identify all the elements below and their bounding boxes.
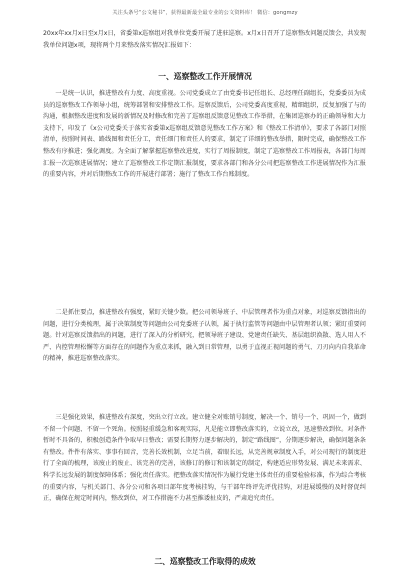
- body-paragraph-1: 一是统一认识，推进整改有力度、高度重视。公司党委成立了由党委书记任组长、总经理任副组长，党委委员为成员的巡察整改工作领导小组，统筹部署和安排整改工作。巡察反馈后，公司党委高度重视，精细组织，反复加强了与的沟通，根据整改进度和发展的新情况及时修改和完善了巡察组反馈意见整改工作举措，在集团巡察办的正确领导和大力支持下，印发了《x公司党委关于落实省委第x巡察组反馈意见整改工作方案》和《整改工作清单》，要求了各部门对照清单，按照时间表、路线图和责任分工，责任细门和责任人的要求，制定了详细的整改举措，限时完成，确保整改工作整改有序推进；强化调度。为全面了解掌握巡察整改进度，实行了周报制度，制定了巡察整改工作周报表，各部门每周汇报一次巡察进展情况；建立了巡察整改工作定期汇报制度，要求各部门和各分公司把巡察整改工作进展情况作为汇报的重要内容，并对后期整改工作的开展进行部署；施行了整改工作台账制度。: [43, 90, 366, 179]
- header-banner: 关注头条号“公文秘书”，获得最新最全最专业的公文资料库！ 微信：gongmzy: [112, 10, 298, 16]
- section-heading-1: 一、巡察整改工作开展情况: [158, 72, 252, 81]
- body-paragraph-3: 三是强化效果，推进整改有深度，突出立行立改。建立健全对账销号制度，解决一个、销号一个、巩固一个，做到不留一个问题、不留一个死角。按照轻重缓急和客观实际，凡是能立即整改落实的，立说立改，迅速整改到位。对条件暂时不具备的，积极创造条件争取早日整改；需要长期努力逐步解决的，制定“路线图”，分期逐步解决，确保问题条条有整改。件件有落实、事事有回音，完善长效机制，立足当前，着眼长远，从完善规章制度入手，对公司现行的制度进行了全面的梳理，该废止的废止、该完善的完善，该修订的修订和该制定的制定，构建适应形势发展、满足未来需求、科学长远发展的制度保障体系；强化责任落实。把整改落实情况作为履行党建主体责任的重要检验标准，作为综合考核的重要内容，与机关部门、各分公司和各项目部年度考核挂钩，与干部年终评先评优挂钩，对进展缓慢的及时督促纠正，确保在规定时间内，整改到位，对工作措施不力甚至推诿扯皮的，严肃追究责任。: [43, 414, 366, 503]
- section-heading-2: 二、巡察整改工作取得的成效: [154, 557, 256, 566]
- intro-paragraph: 20xx年xx月x日至x月x日，省委第x巡察组对我单位党委开展了进驻巡察。x月x日召开了巡察整改问题反馈会，共发现我单位问题x项，现将两个月来整改落实情况汇报如下：: [43, 30, 366, 49]
- body-paragraph-2: 二是抓住要点，推进整改有强度，紧盯关键少数。把公司领导班子、中层管理者作为重点对象，对巡察反馈指出的问题，进行分类梳理，属于决策制度等问题由公司党委班子认领，属于执行监管等问题由中层管理者认领；紧盯重要问题。针对巡察反馈指出的问题，进行了深入的分析研究，把领导班子建设、党建责任缺失、基层组织涣散、选人用人不严、内控管理松懈等方面存在的问题作为重点来抓，融入到日常管理，以勇于直视正视问题的勇气、刀刃向内自我革命的精神，推进巡察整改落实。: [43, 309, 366, 363]
